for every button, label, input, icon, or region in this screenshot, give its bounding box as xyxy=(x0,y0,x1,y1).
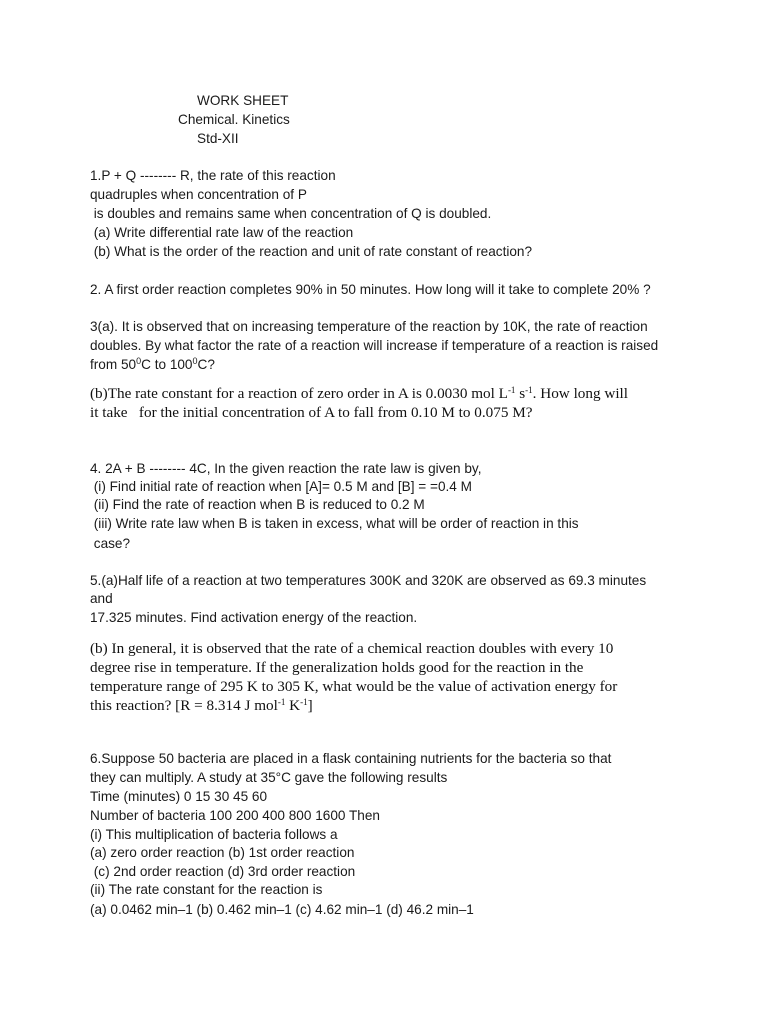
q1-part-b: (b) What is the order of the reaction and unit of rate constant of reaction? xyxy=(90,244,533,259)
q6-line-9: (a) 0.0462 min–1 (b) 0.462 min–1 (c) 4.62 min–1 (d) 46.2 min–1 xyxy=(90,902,474,917)
q6-line-7: (c) 2nd order reaction (d) 3rd order reaction xyxy=(90,864,356,879)
q5-part-b-line-3: temperature range of 295 K to 305 K, what would be the value of activation energy for xyxy=(90,678,618,695)
q5-part-b-line-2: degree rise in temperature. If the generalization holds good for the reaction in the xyxy=(90,659,584,676)
worksheet-title: WORK SHEET xyxy=(197,93,289,108)
q5-part-b-line-1: (b) In general, it is observed that the rate of a chemical reaction doubles with every 10 xyxy=(90,640,614,657)
q1-line-3: is doubles and remains same when concentration of Q is doubled. xyxy=(90,206,492,221)
q5-line-2: and xyxy=(90,591,113,606)
q1-line-1: 1.P + Q -------- R, the rate of this reaction xyxy=(90,168,336,183)
q5-part-b xyxy=(90,639,660,715)
q6-line-6: (a) zero order reaction (b) 1st order reaction xyxy=(90,845,355,860)
q6-line-8: (ii) The rate constant for the reaction is xyxy=(90,882,323,897)
q3-part-b-line-2: it take for the initial concentration of A to fall from 0.10 M to 0.075 M? xyxy=(90,404,533,421)
q1-part-a: (a) Write differential rate law of the reaction xyxy=(90,225,354,240)
q4-part-iii-cont: case? xyxy=(90,536,131,551)
q5-part-b-line-4: this reaction? [R = 8.314 J mol$^{-1}$ $K^{-1}$] xyxy=(90,697,313,714)
q5-line-3: 17.325 minutes. Find activation energy of the reaction. xyxy=(90,610,418,625)
q2-line-1: 2. A first order reaction completes 90% in 50 minutes. How long will it take to complete 20% ? xyxy=(90,282,651,297)
q4-part-ii: (ii) Find the rate of reaction when B is reduced to 0.2 M xyxy=(90,497,425,512)
q3-part-b-line-1: (b)The rate constant for a reaction of zero order in A is 0.0030 mol $L^{-1}$ $s^{-1}$. How long will xyxy=(90,385,629,402)
subject-title: Chemical. Kinetics xyxy=(178,112,290,127)
q6-line-4: Number of bacteria 100 200 400 800 1600 Then xyxy=(90,808,380,823)
q1-line-2: quadruples when concentration of P xyxy=(90,187,307,202)
standard-label: Std-XII xyxy=(197,131,239,146)
q5-line-1: 5.(a)Half life of a reaction at two temperatures 300K and 320K are observed as 69.3 minutes xyxy=(90,573,647,588)
q4-part-i: (i) Find initial rate of reaction when [A]= 0.5 M and [B] = =0.4 M xyxy=(90,479,472,494)
q6-line-5: (i) This multiplication of bacteria follows a xyxy=(90,827,338,842)
q4-line-1: 4. 2A + B -------- 4C, In the given reaction the rate law is given by, xyxy=(90,461,482,476)
q3-line-3: from $50^0C$ to $100^0C$? xyxy=(90,356,215,372)
q4-part-iii: (iii) Write rate law when B is taken in excess, what will be order of reaction in this xyxy=(90,516,579,531)
q6-line-2: they can multiply. A study at 35°C gave the following results xyxy=(90,770,448,785)
q6-line-1: 6.Suppose 50 bacteria are placed in a flask containing nutrients for the bacteria so that xyxy=(90,751,612,766)
q3-line-2: doubles. By what factor the rate of a reaction will increase if temperature of a reaction is raised xyxy=(90,338,659,353)
q3-line-1: 3(a). It is observed that on increasing temperature of the reaction by 10K, the rate of reaction xyxy=(90,319,648,334)
q6-line-3: Time (minutes) 0 15 30 45 60 xyxy=(90,789,268,804)
